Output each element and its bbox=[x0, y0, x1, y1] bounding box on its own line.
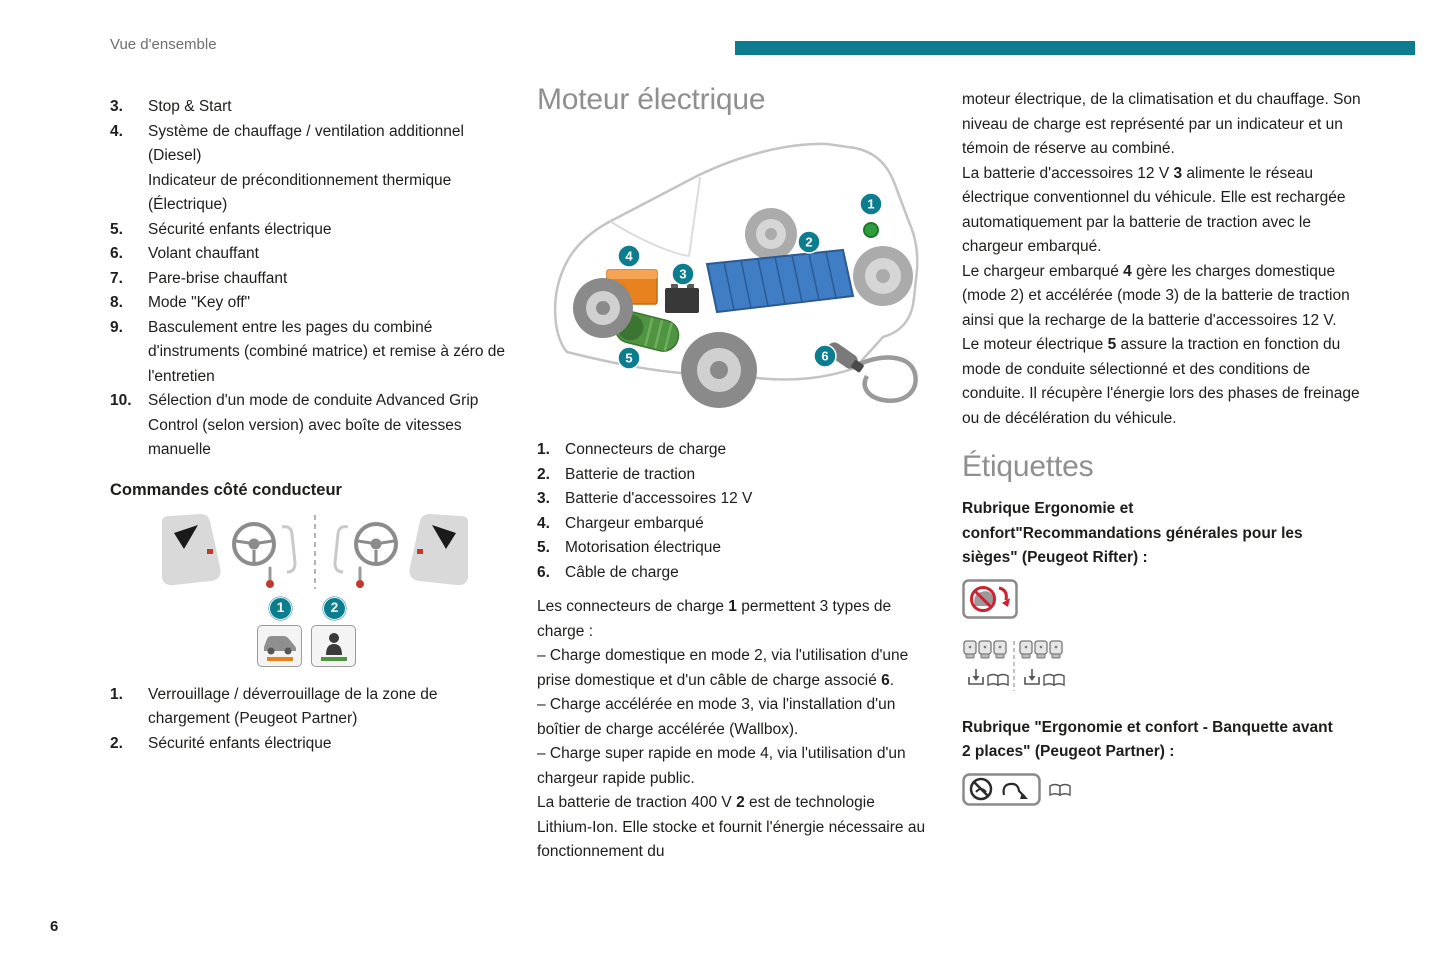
svg-text:4: 4 bbox=[625, 248, 633, 264]
paragraph: Le moteur électrique 5 assure la traction en fonction du mode de conduite sélectionné et des conditions de conduite. Il récupère l'énergie lors des phases de freinage ou de décélération du véhicule. bbox=[962, 336, 1360, 427]
list-item bbox=[537, 438, 932, 463]
list-item-number: 5. bbox=[110, 220, 123, 238]
book-icon bbox=[988, 675, 1008, 686]
list-item-number: 9. bbox=[110, 318, 123, 336]
list-item bbox=[537, 463, 932, 488]
list-item-text: Batterie de traction bbox=[565, 465, 696, 483]
list-item bbox=[110, 732, 512, 757]
svg-text:1: 1 bbox=[867, 196, 875, 212]
header-title: Vue d'ensemble bbox=[110, 36, 217, 53]
spoke bbox=[259, 541, 272, 543]
list-item bbox=[537, 561, 932, 586]
list-item-text: Basculement entre les pages du combiné d'instruments (combiné matrice) et remise à zéro de l'entretien bbox=[148, 318, 506, 385]
paragraph: – Charge domestique en mode 2, via l'utilisation d'une prise domestique et d'un câble de charge associé 6. bbox=[537, 647, 909, 689]
list-item bbox=[110, 291, 512, 316]
diagram-badge-2 bbox=[798, 231, 820, 253]
driver-commands-list bbox=[110, 683, 512, 757]
diagram-legend bbox=[537, 438, 932, 585]
list-item-text: Stop & Start bbox=[148, 98, 232, 115]
middle-column bbox=[537, 82, 932, 865]
list-item bbox=[110, 218, 512, 243]
list-item bbox=[110, 316, 512, 390]
list-item-number: 3. bbox=[110, 98, 123, 115]
list-item-number: 6. bbox=[537, 563, 550, 581]
diagram-badge-4 bbox=[618, 245, 640, 267]
door-and-steering-wheel-icon bbox=[162, 514, 295, 588]
list-item-number: 2. bbox=[537, 465, 550, 483]
traction-battery bbox=[707, 250, 853, 312]
lock-button-icon bbox=[207, 549, 213, 554]
list-item bbox=[110, 242, 512, 267]
child-safety-lock-icon bbox=[311, 625, 356, 667]
list-item-text: Mode "Key off" bbox=[148, 294, 251, 311]
list-item-text: Chargeur embarqué bbox=[565, 514, 704, 532]
page-number: 6 bbox=[50, 918, 59, 935]
diagram-badge-6 bbox=[814, 345, 836, 367]
bench-seat-label-icon bbox=[962, 773, 1362, 816]
steering-hub bbox=[249, 538, 260, 549]
diagram-badge-5 bbox=[618, 347, 640, 369]
paragraph: moteur électrique, de la climatisation et du chauffage. Son niveau de charge est représenté par un indicateur et un témoin de réserve au combiné. bbox=[962, 91, 1361, 157]
paragraph: – Charge super rapide en mode 4, via l'utilisation d'un chargeur rapide public. bbox=[537, 745, 906, 787]
right-column bbox=[962, 88, 1362, 815]
labels-heading: Étiquettes bbox=[962, 450, 1094, 483]
list-item-number: 7. bbox=[110, 269, 123, 287]
svg-text:5: 5 bbox=[625, 350, 633, 366]
list-item-text: Pare-brise chauffant bbox=[148, 269, 288, 287]
paragraph: La batterie de traction 400 V 2 est de technologie Lithium-Ion. Elle stocke et fournit l'énergie nécessaire au fonctionnement du bbox=[537, 794, 926, 860]
paragraph: La batterie d'accessoires 12 V 3 alimente le réseau électrique conventionnel du véhicule. Elle est rechargée automatiquement par la batterie de traction avec le chargeur embarqué. bbox=[962, 164, 1346, 255]
label-caption-partner: Rubrique "Ergonomie et confort - Banquette avant 2 places" (Peugeot Partner) : bbox=[962, 718, 1333, 760]
charge-cable bbox=[824, 340, 916, 401]
doors-diagram bbox=[150, 511, 480, 593]
battery-text bbox=[962, 88, 1362, 431]
list-item-text: Verrouillage / déverrouillage de la zone de chargement (Peugeot Partner) bbox=[148, 685, 438, 727]
spoke bbox=[236, 541, 249, 543]
list-item-text: Batterie d'accessoires 12 V bbox=[565, 490, 753, 507]
illustration-badge-1 bbox=[269, 597, 292, 620]
list-item-text: Connecteurs de charge bbox=[565, 441, 727, 458]
list-item bbox=[110, 267, 512, 292]
electric-motor-diagram bbox=[537, 130, 927, 430]
diagram-badge-1 bbox=[860, 193, 882, 215]
list-item-number: 4. bbox=[110, 122, 123, 140]
list-item-number: 8. bbox=[110, 294, 123, 311]
badge-number: 2 bbox=[330, 599, 339, 615]
list-item-number: 1. bbox=[110, 685, 123, 703]
charge-connector-dot bbox=[864, 223, 878, 237]
list-item bbox=[110, 683, 512, 732]
list-item-number: 2. bbox=[110, 734, 123, 752]
list-item-number: 4. bbox=[537, 514, 550, 532]
list-item-text: Sécurité enfants électrique bbox=[148, 734, 332, 752]
illustration-badge-2 bbox=[323, 597, 346, 620]
electric-motor-heading: Moteur électrique bbox=[537, 83, 766, 116]
list-item-number: 6. bbox=[110, 245, 123, 262]
accessory-battery-12v bbox=[665, 284, 699, 313]
list-item-number: 3. bbox=[537, 490, 550, 507]
paragraph: Les connecteurs de charge 1 permettent 3 types de charge : bbox=[537, 598, 892, 640]
list-item-text: Motorisation électrique bbox=[565, 539, 721, 556]
label-caption-rifter: Rubrique Ergonomie et confort"Recommandations générales pour les sièges" (Peugeot Rifter) : bbox=[962, 500, 1303, 566]
header-accent-bar bbox=[735, 41, 1415, 55]
list-item-number: 5. bbox=[537, 539, 550, 556]
section-heading-driver-commands: Commandes côté conducteur bbox=[110, 480, 342, 499]
cargo-zone-lock-icon bbox=[257, 625, 302, 667]
paragraph: Le chargeur embarqué 4 gère les charges domestique (mode 2) et accélérée (mode 3) de la batterie de traction ainsi que la recharge de la batterie d'accessoires 12 V. bbox=[962, 262, 1350, 329]
overview-list bbox=[110, 95, 512, 463]
list-item bbox=[537, 487, 932, 512]
list-item bbox=[110, 120, 512, 218]
diagram-badge-3 bbox=[672, 263, 694, 285]
list-item bbox=[537, 536, 932, 561]
driver-commands-illustration bbox=[150, 511, 480, 669]
child-seat-prohibition-label-icon bbox=[962, 579, 1362, 628]
thermometer-bulb bbox=[266, 580, 274, 588]
list-item-text: Câble de charge bbox=[565, 563, 679, 581]
left-column bbox=[110, 95, 512, 756]
svg-text:2: 2 bbox=[805, 234, 813, 250]
list-item bbox=[110, 95, 512, 120]
list-item-text: Sécurité enfants électrique bbox=[148, 220, 332, 238]
list-item-text: Volant chauffant bbox=[148, 245, 259, 262]
list-item-text: Sélection d'un mode de conduite Advanced Grip Control (selon version) avec boîte de vitesses manuelle bbox=[148, 392, 479, 458]
svg-text:6: 6 bbox=[821, 348, 829, 364]
door-group-mirrored bbox=[335, 514, 468, 588]
list-item-number: 1. bbox=[537, 441, 550, 458]
list-item-text: Système de chauffage / ventilation additionnel (Diesel) Indicateur de préconditionnement thermique (Électrique) bbox=[148, 122, 464, 213]
seat-adjustment-labels-icon bbox=[962, 639, 1362, 704]
paragraph: – Charge accélérée en mode 3, via l'installation d'un boîtier de charge accélérée (Wallbox). bbox=[537, 696, 896, 738]
list-item bbox=[110, 389, 512, 463]
svg-text:3: 3 bbox=[679, 266, 687, 282]
badge-number: 1 bbox=[276, 599, 285, 615]
book-icon bbox=[1050, 784, 1070, 795]
list-item bbox=[537, 512, 932, 537]
charging-text bbox=[537, 595, 932, 865]
book-icon bbox=[1044, 675, 1064, 686]
seat-outline bbox=[282, 526, 295, 571]
list-item-number: 10. bbox=[110, 392, 132, 409]
